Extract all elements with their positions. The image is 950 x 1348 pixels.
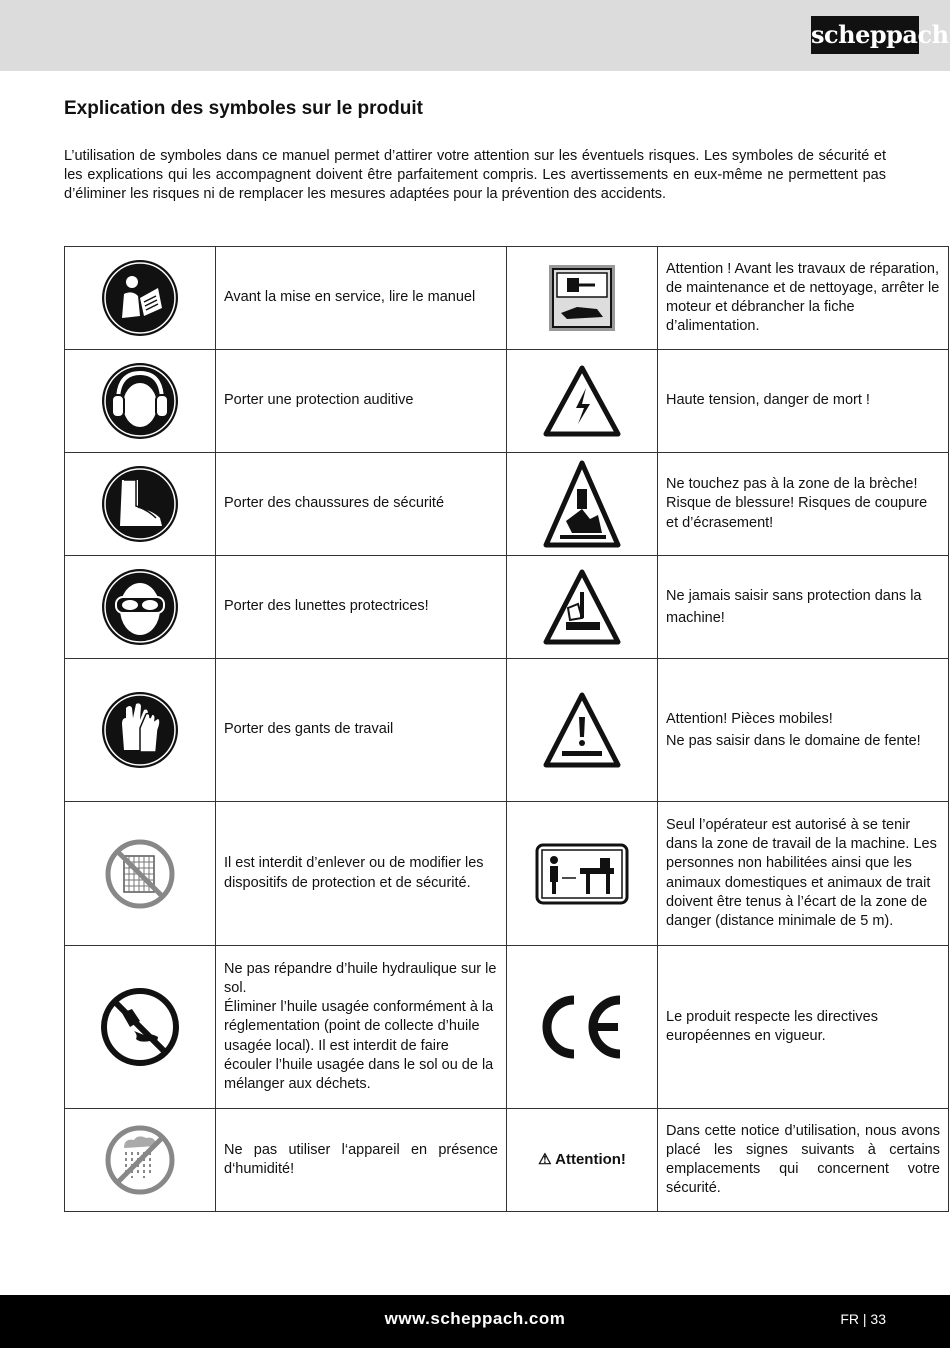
symbol-cell bbox=[507, 802, 658, 946]
symbol-text: Porter une protection auditive bbox=[216, 350, 507, 453]
symbol-text: Il est interdit d’enlever ou de modifier les dispositifs de protection et de sécurité. bbox=[216, 802, 507, 946]
operator-zone-icon bbox=[534, 842, 630, 906]
intro-paragraph: L’utilisation de symboles dans ce manuel permet d’attirer votre attention sur les éventuels risques. Les symboles de sécurité et les explications qui les accompagnent doivent être parfaitement compris. Les avertissements en eux-même ne permettent pas d’éliminer les risques ni de remplacer les mesures adaptées pour la prévention des accidents. bbox=[64, 148, 886, 202]
symbol-cell bbox=[65, 659, 216, 802]
symbol-text: Le produit respecte les directives européennes en vigueur. bbox=[658, 946, 949, 1109]
symbol-text: Porter des chaussures de sécurité bbox=[216, 453, 507, 556]
table-row bbox=[65, 802, 949, 946]
symbol-text: Ne jamais saisir sans protection dans la machine! bbox=[658, 556, 949, 659]
symbol-cell bbox=[65, 1109, 216, 1212]
table-row bbox=[65, 946, 949, 1109]
symbol-cell bbox=[65, 802, 216, 946]
symbol-cell bbox=[65, 946, 216, 1109]
table-row bbox=[65, 1109, 949, 1212]
page-number: FR | 33 bbox=[840, 1311, 886, 1327]
high-voltage-icon bbox=[542, 364, 622, 438]
attention-label: ⚠ Attention! bbox=[538, 1150, 626, 1168]
symbol-text: Dans cette notice d’utilisation, nous avons placé les signes suivants à certains emplacements qui concernent votre sécurité. bbox=[658, 1109, 949, 1212]
symbol-cell bbox=[65, 350, 216, 453]
unplug-before-maintenance-icon bbox=[547, 263, 617, 333]
table-row bbox=[65, 659, 949, 802]
no-hands-in-machine-icon bbox=[542, 568, 622, 646]
page-title: Explication des symboles sur le produit bbox=[64, 98, 423, 119]
no-removing-guards-icon bbox=[104, 838, 176, 910]
symbol-cell bbox=[507, 1109, 658, 1212]
symbol-cell bbox=[507, 350, 658, 453]
table-row bbox=[65, 453, 949, 556]
top-bar bbox=[0, 0, 950, 71]
symbol-text: Attention! Pièces mobiles! Ne pas saisir dans le domaine de fente! bbox=[658, 659, 949, 802]
symbol-text: Ne pas utiliser l‘appareil en présence d‘humidité! bbox=[216, 1109, 507, 1212]
symbol-cell bbox=[507, 453, 658, 556]
website-link[interactable]: www.scheppach.com bbox=[384, 1309, 566, 1328]
symbol-cell bbox=[65, 556, 216, 659]
symbol-cell bbox=[507, 556, 658, 659]
footer bbox=[0, 1295, 950, 1348]
crush-hazard-icon bbox=[542, 459, 622, 549]
symbol-text bbox=[658, 453, 949, 556]
no-oil-spill-icon bbox=[100, 987, 180, 1067]
symbol-cell bbox=[65, 247, 216, 350]
moving-parts-icon bbox=[542, 691, 622, 769]
read-manual-icon bbox=[100, 258, 180, 338]
symbol-text: Ne pas répandre d’huile hydraulique sur le sol. Éliminer l’huile usagée conformément à la réglementation (point de collecte d’huile usagée local). Il est interdit de faire écouler l’huile usagée dans le sol ou de la mélanger aux déchets. bbox=[216, 946, 507, 1109]
table-row bbox=[65, 247, 949, 350]
ce-mark-icon bbox=[534, 994, 630, 1060]
symbols-table bbox=[64, 246, 949, 1212]
symbol-cell bbox=[65, 453, 216, 556]
symbol-text: Seul l’opérateur est autorisé à se tenir dans la zone de travail de la machine. Les personnes non habilitées ainsi que les animaux domestiques et animaux de trait doivent être tenus à l’écart de la zone de danger (distance minimale de 5 m). bbox=[658, 802, 949, 946]
scheppach-logo: scheppach bbox=[811, 16, 919, 54]
symbol-text: Porter des gants de travail bbox=[216, 659, 507, 802]
symbol-text: Porter des lunettes protectrices! bbox=[216, 556, 507, 659]
safety-goggles-icon bbox=[100, 567, 180, 647]
symbol-cell bbox=[507, 946, 658, 1109]
symbol-text: Attention ! Avant les travaux de réparation, de maintenance et de nettoyage, arrêter le moteur et débrancher la fiche d’alimentation. bbox=[658, 247, 949, 350]
no-humidity-icon bbox=[104, 1124, 176, 1196]
table-row bbox=[65, 350, 949, 453]
safety-boots-icon bbox=[100, 464, 180, 544]
symbol-text: Avant la mise en service, lire le manuel bbox=[216, 247, 507, 350]
table-row bbox=[65, 556, 949, 659]
symbol-cell bbox=[507, 247, 658, 350]
hearing-protection-icon bbox=[100, 361, 180, 441]
symbol-text-line: Ne touchez pas à la zone de la brèche! Risque de blessure! Risques de coupure et d’écrasement! bbox=[666, 476, 928, 531]
symbol-text: Haute tension, danger de mort ! bbox=[658, 350, 949, 453]
symbol-cell bbox=[507, 659, 658, 802]
work-gloves-icon bbox=[100, 690, 180, 770]
